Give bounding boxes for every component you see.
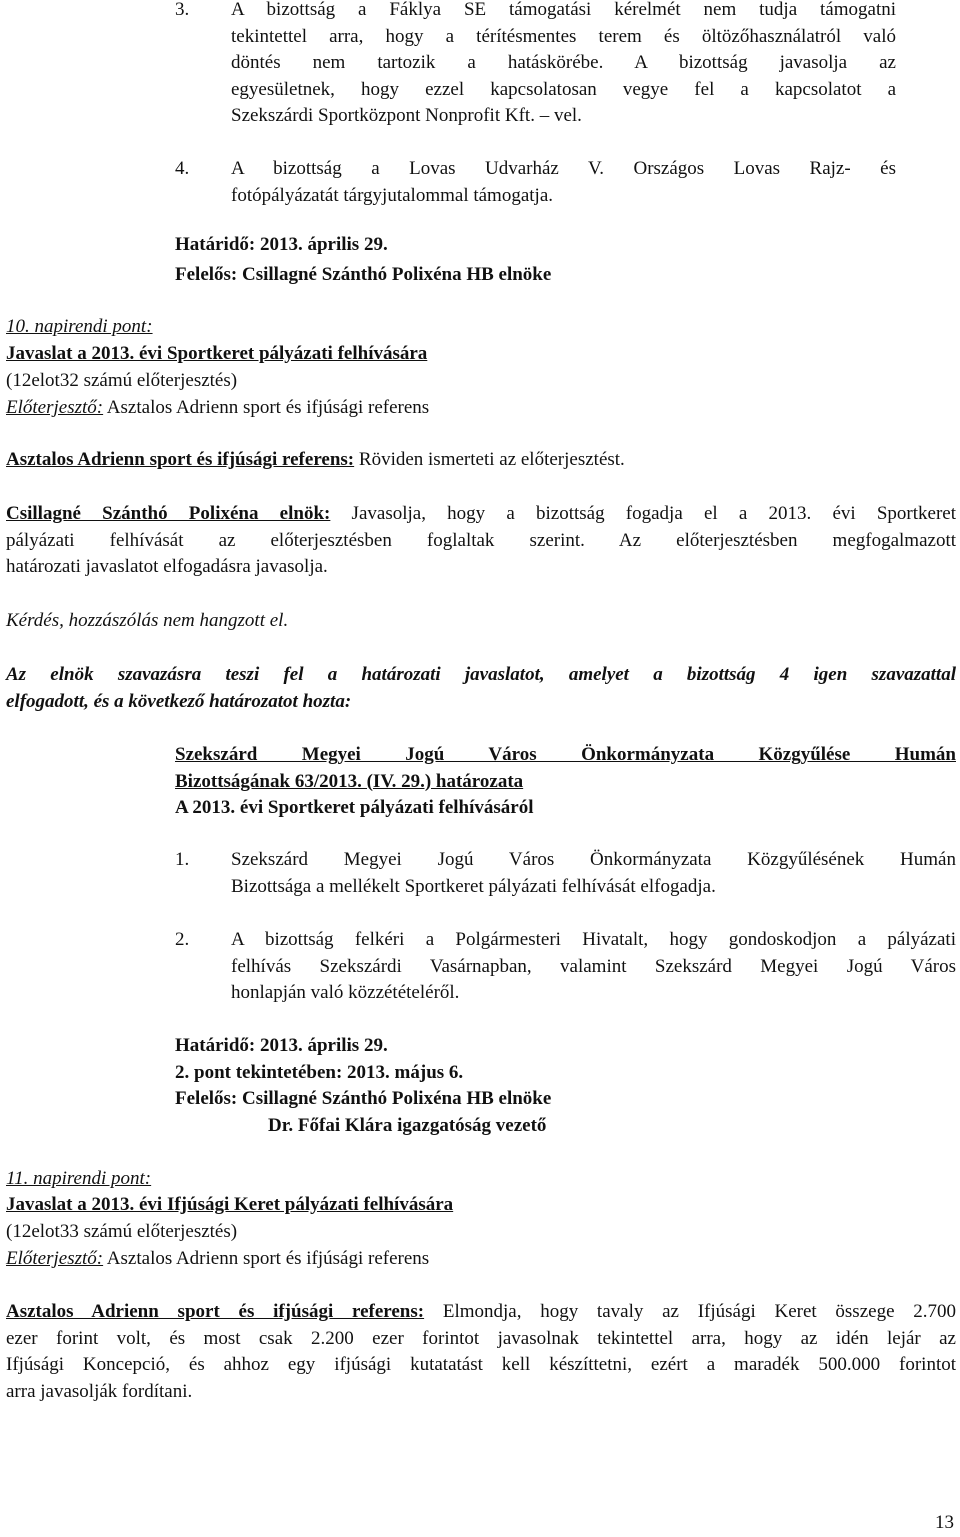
text-line: arra javasolják fordítani. xyxy=(6,1380,193,1402)
presenter-name: Asztalos Adrienn sport és ifjúsági referens xyxy=(103,397,430,418)
speaker-statement xyxy=(6,447,625,474)
speaker-statement xyxy=(6,1299,956,1405)
list-number: 1. xyxy=(175,849,190,870)
presenter-label: Előterjesztő: xyxy=(6,1248,104,1269)
presenter-line xyxy=(6,395,429,422)
text-line: A bizottság a Fáklya SE támogatási kérelmét nem tudja támogatni xyxy=(231,0,896,20)
text-line: pályázati felhívását az előterjesztésben foglaltak szerint. Az előterjesztésben megfogalmazott xyxy=(6,529,956,551)
deadline: Határidő: 2013. április 29. xyxy=(175,1035,388,1056)
document-reference: (12elot33 számú előterjesztés) xyxy=(6,1221,238,1242)
list-number: 3. xyxy=(175,0,190,20)
resolution-title xyxy=(175,742,956,822)
no-questions-note: Kérdés, hozzászólás nem hangzott el. xyxy=(6,610,289,631)
presenter-line xyxy=(6,1246,429,1273)
text-line: felhívás Szekszárdi Vasárnapban, valamint Szekszárd Megyei Jogú Város xyxy=(231,955,956,977)
text-line: tekintettel arra, hogy a térítésmentes terem és öltözőhasználatról való xyxy=(231,25,896,47)
agenda-title: Javaslat a 2013. évi Ifjúsági Keret pályázati felhívására xyxy=(6,1194,454,1215)
presenter-name: Asztalos Adrienn sport és ifjúsági referens xyxy=(103,1248,430,1269)
speaker-name: Csillagné Szánthó Polixéna elnök: xyxy=(6,503,331,524)
text-line xyxy=(6,501,956,528)
speaker-name: Asztalos Adrienn sport és ifjúsági referens: xyxy=(6,1301,425,1322)
deadline: Határidő: 2013. április 29. xyxy=(175,234,388,255)
text-line: döntés nem tartozik a hatáskörébe. A bizottság javasolja az xyxy=(231,52,896,73)
text-line: Szekszárd Megyei Jogú Város Önkormányzata Közgyűlésének Humán xyxy=(231,849,956,870)
responsible-2: Dr. Főfai Klára igazgatóság vezető xyxy=(268,1115,547,1136)
resolution-subject: A 2013. évi Sportkeret pályázati felhívásáról xyxy=(175,797,534,818)
text-line: honlapján való közzétételéről. xyxy=(231,982,460,1003)
list-item-text xyxy=(231,847,956,900)
list-item-text xyxy=(231,156,896,209)
agenda-title: Javaslat a 2013. évi Sportkeret pályázati felhívására xyxy=(6,343,428,364)
text-line: Bizottságának 63/2013. (IV. 29.) határozata xyxy=(175,770,524,792)
page-number: 13 xyxy=(935,1512,954,1533)
chair-statement xyxy=(6,501,956,581)
responsible: Felelős: Csillagné Szánthó Polixéna HB elnöke xyxy=(175,264,552,285)
text-line: Szekszárdi Sportközpont Nonprofit Kft. – vel. xyxy=(231,105,582,126)
responsible: Felelős: Csillagné Szánthó Polixéna HB elnöke xyxy=(175,1088,552,1109)
presenter-label: Előterjesztő: xyxy=(6,397,104,418)
list-item-text xyxy=(231,0,896,130)
text-line: fotópályázatát tárgyjutalommal támogatja. xyxy=(231,184,554,206)
list-number: 2. xyxy=(175,929,190,950)
text-line: A bizottság felkéri a Polgármesteri Hivatalt, hogy gondoskodjon a pályázati xyxy=(231,929,956,950)
agenda-heading: 10. napirendi pont: xyxy=(6,316,153,337)
text-line xyxy=(6,1299,956,1326)
text-line: Bizottsága a mellékelt Sportkeret pályázati felhívását elfogadja. xyxy=(231,875,716,897)
document-reference: (12elot32 számú előterjesztés) xyxy=(6,370,238,391)
deadline-point-2: 2. pont tekintetében: 2013. május 6. xyxy=(175,1062,464,1083)
speaker-text: Röviden ismerteti az előterjesztést. xyxy=(354,449,625,470)
text-line: Ifjúsági Koncepció, és ahhoz egy ifjúsági kutatatást kell készíttetni, ezért a maradék 500.000 forintot xyxy=(6,1354,956,1375)
agenda-heading: 11. napirendi pont: xyxy=(6,1168,152,1189)
vote-statement xyxy=(6,662,956,715)
speaker-text: Javasolja, hogy a bizottság fogadja el a 2013. évi Sportkeret xyxy=(330,503,957,524)
speaker-text: Elmondja, hogy tavaly az Ifjúsági Keret összege 2.700 xyxy=(424,1301,956,1322)
text-line: elfogadott, és a következő határozatot hozta: xyxy=(6,690,352,712)
text-line: határozati javaslatot elfogadásra javasolja. xyxy=(6,556,328,577)
speaker-name: Asztalos Adrienn sport és ifjúsági referens: xyxy=(6,449,355,470)
text-line: Szekszárd Megyei Jogú Város Önkormányzata Közgyűlése Humán xyxy=(175,744,956,765)
text-line: ezer forint volt, és most csak 2.200 ezer forintot javasolnak tekintettel arra, hogy az idén lejár az xyxy=(6,1327,956,1349)
text-line: Az elnök szavazásra teszi fel a határozati javaslatot, amelyet a bizottság 4 igen szavazattal xyxy=(6,664,956,685)
list-item-text xyxy=(231,927,956,1007)
list-number: 4. xyxy=(175,158,190,179)
text-line: egyesületnek, hogy ezzel kapcsolatosan vegye fel a kapcsolatot a xyxy=(231,78,896,100)
text-line: A bizottság a Lovas Udvarház V. Országos Lovas Rajz- és xyxy=(231,158,896,179)
